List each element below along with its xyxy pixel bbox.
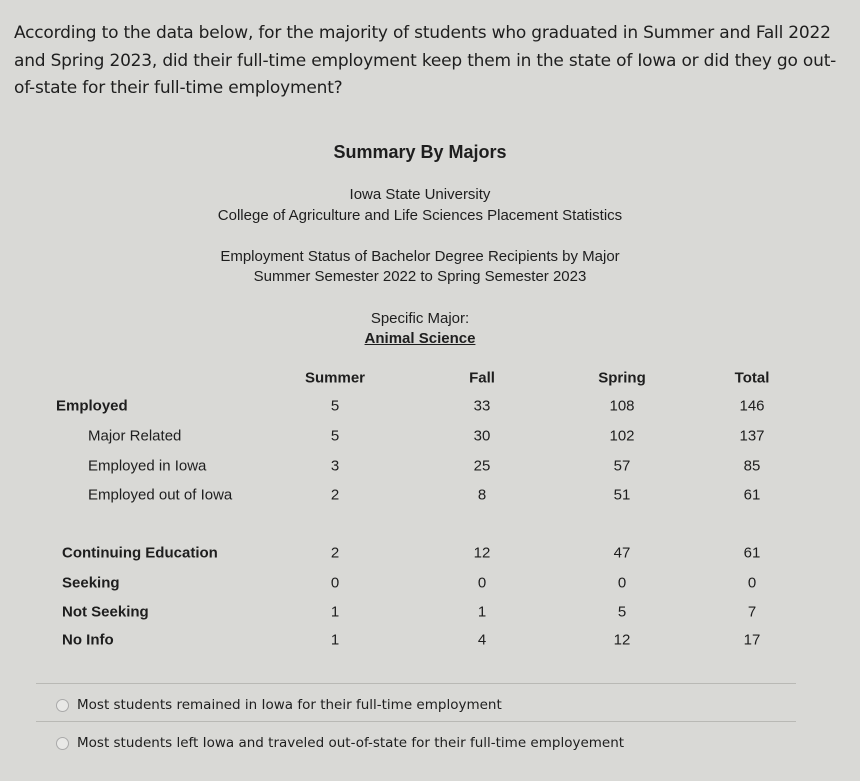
table-cell: 85 — [743, 457, 761, 475]
table-cell: 57 — [613, 457, 631, 475]
major-label: Specific Major: — [370, 310, 470, 327]
table-cell: 102 — [609, 427, 635, 445]
table-cell: 5 — [617, 603, 627, 621]
table-cell: 25 — [473, 457, 491, 475]
table-cell: 61 — [743, 486, 761, 504]
answer-option-2[interactable] — [56, 735, 624, 751]
answer-option-1[interactable] — [56, 697, 502, 713]
report-period: Summer Semester 2022 to Spring Semester 2023 — [253, 268, 587, 285]
column-header: Summer — [304, 369, 366, 387]
table-cell: 1 — [330, 631, 340, 649]
table-cell: 61 — [743, 544, 761, 562]
radio-button[interactable] — [56, 737, 69, 750]
table-cell: 30 — [473, 427, 491, 445]
major-name: Animal Science — [364, 330, 476, 347]
table-cell: 1 — [330, 603, 340, 621]
table-cell: 146 — [739, 397, 765, 415]
table-cell: 2 — [330, 544, 340, 562]
row-label: Major Related — [88, 427, 182, 445]
row-label: Employed out of Iowa — [88, 486, 233, 504]
table-cell: 1 — [477, 603, 487, 621]
option-label: Most students left Iowa and traveled out-of-state for their full-time employement — [77, 735, 625, 751]
university-name: Iowa State University — [349, 186, 491, 203]
row-label: Seeking — [62, 574, 120, 592]
option-label: Most students remained in Iowa for their full-time employment — [77, 697, 502, 713]
table-cell: 12 — [613, 631, 631, 649]
column-header: Spring — [598, 369, 646, 387]
report-title: Summary By Majors — [333, 142, 507, 162]
row-label: Employed in Iowa — [88, 457, 207, 475]
radio-button[interactable] — [56, 699, 69, 712]
table-cell: 47 — [613, 544, 631, 562]
column-header: Fall — [469, 369, 495, 387]
report-subtitle: Employment Status of Bachelor Degree Recipients by Major — [220, 248, 620, 265]
table-cell: 137 — [739, 427, 765, 445]
table-cell: 0 — [617, 574, 627, 592]
divider — [36, 683, 796, 684]
row-label: Not Seeking — [62, 603, 149, 621]
table-cell: 108 — [609, 397, 635, 415]
table-cell: 7 — [747, 603, 757, 621]
table-cell: 4 — [477, 631, 487, 649]
table-cell: 2 — [330, 486, 340, 504]
table-cell: 8 — [477, 486, 487, 504]
table-cell: 3 — [330, 457, 340, 475]
table-cell: 5 — [330, 427, 340, 445]
table-cell: 0 — [330, 574, 340, 592]
table-cell: 17 — [743, 631, 761, 649]
table-cell: 0 — [747, 574, 757, 592]
divider — [36, 721, 796, 722]
table-cell: 51 — [613, 486, 631, 504]
table-cell: 12 — [473, 544, 491, 562]
college-name: College of Agriculture and Life Sciences Placement Statistics — [217, 207, 623, 224]
question-text: According to the data below, for the majority of students who graduated in Summer and Fall 2022 and Spring 2023, did their full-time employment keep them in the state of Iowa or did they go out-of-state for their full-time employment? — [14, 23, 837, 98]
table-cell: 0 — [477, 574, 487, 592]
column-header: Total — [734, 369, 770, 387]
table-cell: 5 — [330, 397, 340, 415]
row-label: No Info — [62, 631, 114, 649]
row-label: Employed — [56, 397, 128, 415]
row-label: Continuing Education — [62, 544, 218, 562]
table-cell: 33 — [473, 397, 491, 415]
